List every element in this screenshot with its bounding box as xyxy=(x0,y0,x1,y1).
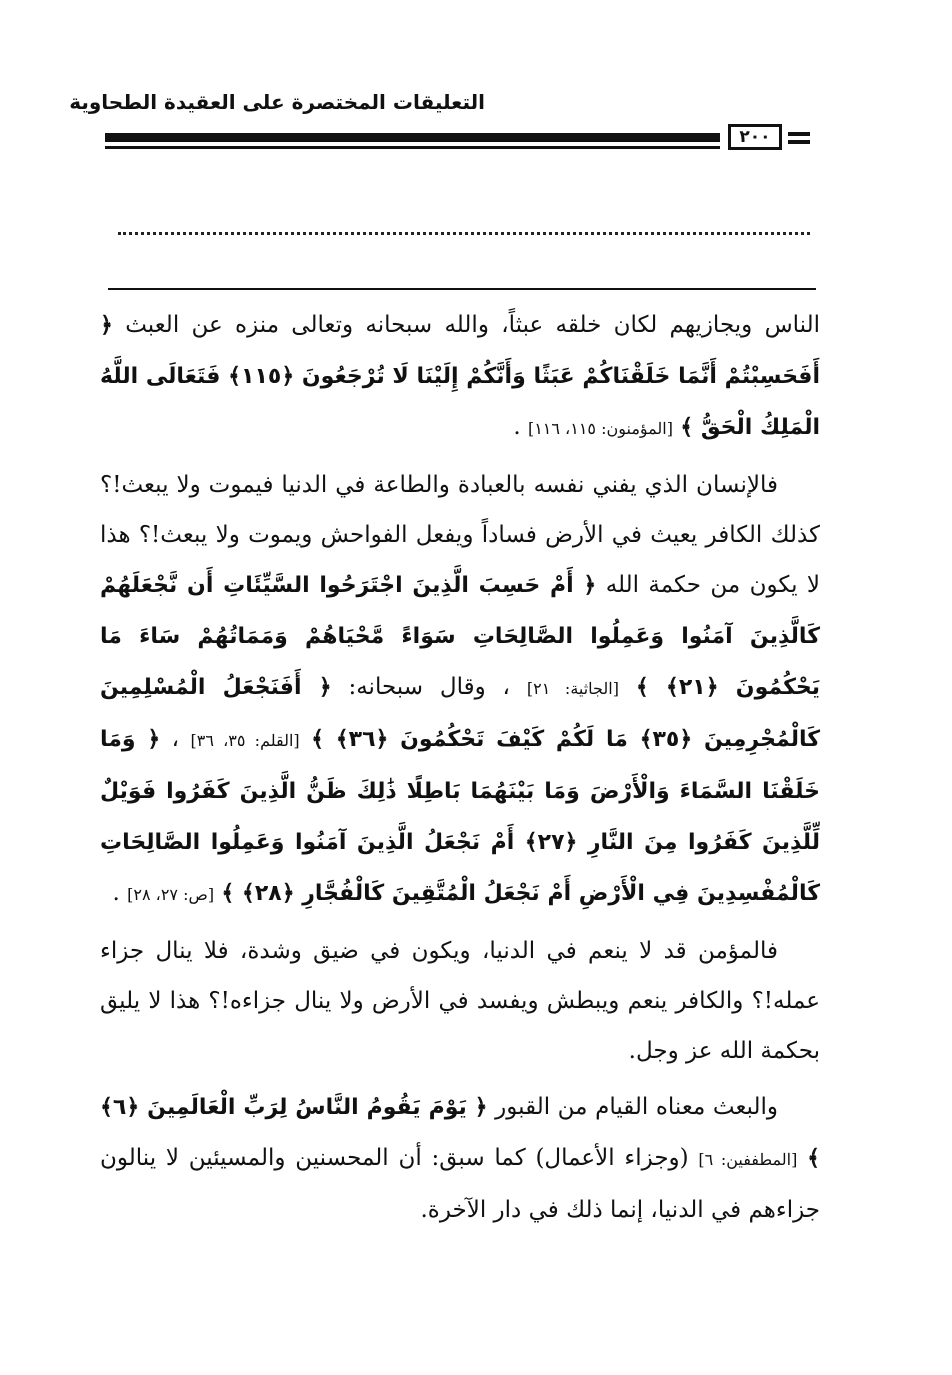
running-header-title: التعليقات المختصرة على العقيدة الطحاوية xyxy=(69,90,485,114)
verse-reference: [المطففين: ٦] xyxy=(698,1150,798,1169)
text-run: فالمؤمن قد لا ينعم في الدنيا، ويكون في ضيق وشدة، فلا ينال جزاء عمله!؟ والكافر ينعم ويبطش ويفسد في الأرض ولا ينال جزاءه!؟ هذا لا يليق بحكمة الله عز وجل. xyxy=(100,938,820,1064)
paragraph xyxy=(100,460,820,920)
text-run: ، xyxy=(171,726,180,752)
verse-reference: [المؤمنون: ١١٥، ١١٦] xyxy=(527,419,673,438)
verse-reference: [القلم: ٣٥، ٣٦] xyxy=(190,731,300,750)
quran-verse: ﴿ أَفَحَسِبْتُمْ أَنَّمَا خَلَقْنَاكُمْ عَبَثًا وَأَنَّكُمْ إِلَيْنَا لَا تُرْجَعُونَ ﴿١١٥﴾ فَتَعَالَى اللَّهُ الْمَلِكُ الْحَقُّ ﴾ xyxy=(100,313,820,440)
quran-verse: ﴿ أَفَنَجْعَلُ الْمُسْلِمِينَ كَالْمُجْرِمِينَ ﴿٣٥﴾ مَا لَكُمْ كَيْفَ تَحْكُمُونَ ﴿٣٦﴾ ﴾ xyxy=(100,675,821,752)
quran-verse: ﴿ أَمْ حَسِبَ الَّذِينَ اجْتَرَحُوا السَّيِّئَاتِ أَن نَّجْعَلَهُمْ كَالَّذِينَ آمَنُوا وَعَمِلُوا الصَّالِحَاتِ سَوَاءً مَّحْيَاهُمْ وَمَمَاتُهُمْ سَاءَ مَا يَحْكُمُونَ ﴿٢١﴾ ﴾ xyxy=(100,573,821,700)
page-number: ٢٠٠ xyxy=(728,124,782,150)
paragraph xyxy=(100,926,820,1076)
text-run: (وجزاء الأعمال) كما سبق: أن المحسنين والمسيئين لا ينالون جزاءهم في الدنيا، إنما ذلك في دار الآخرة. xyxy=(100,1145,820,1223)
text-run: فالإنسان الذي يفني نفسه بالعبادة والطاعة في الدنيا فيموت ولا يبعث!؟ كذلك الكافر يعيث في الأرض فساداً ويفعل الفواحش ويموت ولا يبعث!؟ هذا لا يكون من حكمة الله xyxy=(100,472,820,598)
paragraph xyxy=(100,1082,820,1235)
header-rule xyxy=(105,146,720,149)
main-text xyxy=(100,300,820,1241)
paragraph xyxy=(100,300,820,454)
content-divider xyxy=(108,288,816,290)
text-run: . xyxy=(513,414,521,440)
text-run: والبعث معناه القيام من القبور xyxy=(495,1094,778,1120)
text-run: ، وقال سبحانه: xyxy=(348,674,510,700)
header-ornament-bar xyxy=(788,132,810,136)
verse-reference: [الجاثية: ٢١] xyxy=(526,679,619,698)
verse-reference: [ص: ٢٧، ٢٨] xyxy=(127,885,215,904)
quran-verse: ﴿ وَمَا خَلَقْنَا السَّمَاءَ وَالْأَرْضَ وَمَا بَيْنَهُمَا بَاطِلًا ذَٰلِكَ ظَنُّ الَّذِينَ كَفَرُوا فَوَيْلٌ لِّلَّذِينَ كَفَرُوا مِنَ النَّارِ ﴿٢٧﴾ أَمْ نَجْعَلُ الَّذِينَ آمَنُوا وَعَمِلُوا الصَّالِحَاتِ كَالْمُفْسِدِينَ فِي الْأَرْضِ أَمْ نَجْعَلُ الْمُتَّقِينَ كَالْفُجَّارِ ﴿٢٨﴾ ﴾ xyxy=(100,727,820,906)
quran-verse: ﴿ يَوْمَ يَقُومُ النَّاسُ لِرَبِّ الْعَالَمِينَ ﴿٦﴾ ﴾ xyxy=(100,1095,821,1171)
dotted-separator xyxy=(118,232,810,235)
text-run: الناس ويجازيهم لكان خلقه عبثاً، والله سبحانه وتعالى منزه عن العبث xyxy=(125,312,821,338)
header-rule xyxy=(105,133,720,142)
text-run: . xyxy=(112,880,120,906)
header-ornament-bar xyxy=(788,140,810,144)
